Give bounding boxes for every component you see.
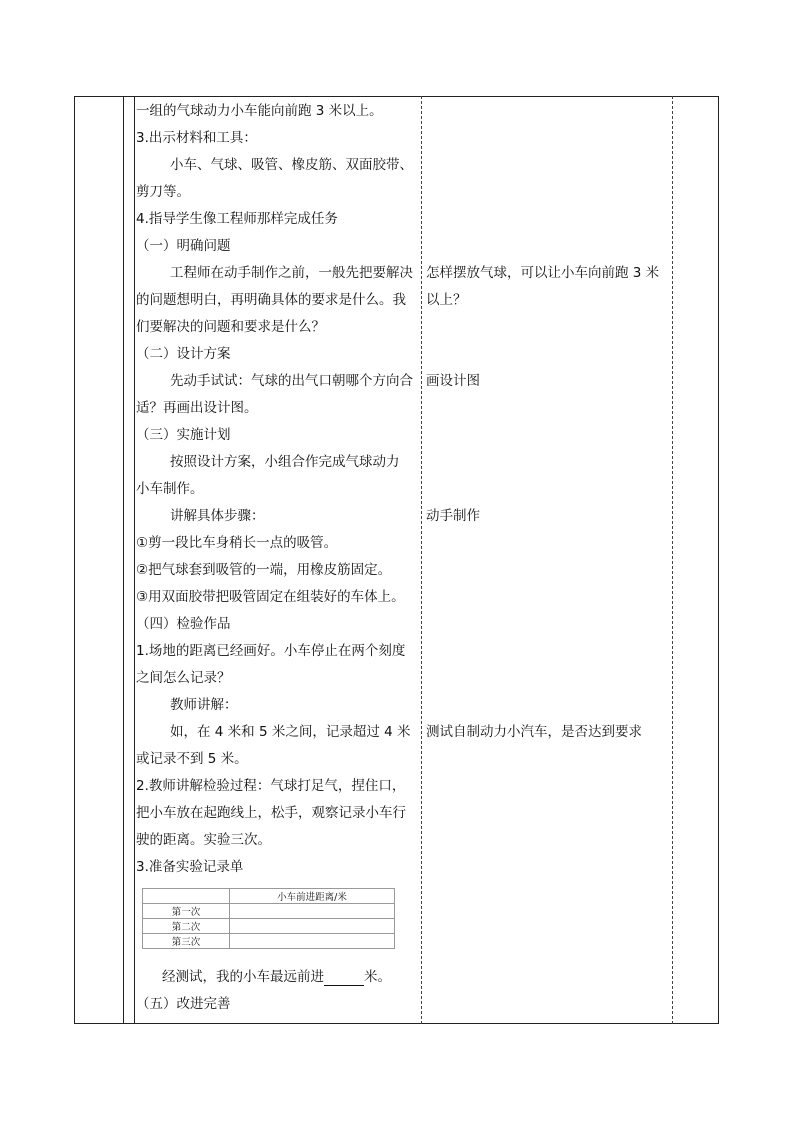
section-heading: （一）明确问题 [136,238,231,254]
record-cell [230,919,395,934]
table-header-cell [143,889,230,904]
column-divider-dashed [672,96,673,1024]
text-line: 适？再画出设计图。 [136,400,258,416]
experiment-record-table [142,888,395,949]
step-item: ②把气球套到吸管的一端，用橡皮筋固定。 [136,562,392,578]
text-line: 1.场地的距离已经画好。小车停止在两个刻度 [136,643,406,659]
text-line: 如，在 4 米和 5 米之间，记录超过 4 米 [170,724,411,740]
column-divider-dashed [421,96,422,1024]
activity-text: 怎样摆放气球，可以让小车向前跑 3 米 [426,265,660,281]
table-row [143,904,395,919]
column-divider [134,96,135,1024]
activity-text: 以上？ [426,292,467,308]
trial-label: 第二次 [143,919,230,934]
text-line: 工程师在动手制作之前，一般先把要解决 [170,265,413,281]
result-unit: 米。 [364,969,391,985]
text-line: 2.教师讲解检验过程：气球打足气，捏住口， [136,778,406,794]
text-line: 剪刀等。 [136,184,190,200]
step-item: ①剪一段比车身稍长一点的吸管。 [136,535,338,551]
text-line: 4.指导学生像工程师那样完成任务 [136,211,338,227]
table-header-cell: 小车前进距离/米 [230,889,395,904]
trial-label: 第三次 [143,934,230,949]
section-heading: （四）检验作品 [136,616,231,632]
lesson-table-frame [74,96,719,1024]
table-row [143,889,395,904]
text-line: 一组的气球动力小车能向前跑 3 米以上。 [136,103,383,119]
trial-label: 第一次 [143,904,230,919]
text-line: 之间怎么记录？ [136,670,231,686]
section-heading: （五）改进完善 [136,996,231,1012]
text-line: 们要解决的问题和要求是什么？ [136,319,325,335]
table-row [143,919,395,934]
text-line: 先动手试试：气球的出气口朝哪个方向合 [170,373,413,389]
section-heading: （三）实施计划 [136,427,231,443]
text-line: 3.出示材料和工具： [136,130,257,146]
text-line [136,968,391,986]
text-line: 教师讲解： [170,697,238,713]
activity-text: 测试自制动力小汽车，是否达到要求 [426,724,642,740]
text-line: 小车制作。 [136,481,204,497]
result-sentence: 经测试，我的小车最远前进 [162,969,324,985]
record-cell [230,934,395,949]
section-heading: （二）设计方案 [136,346,231,362]
text-line: 讲解具体步骤： [170,508,265,524]
text-line: 把小车放在起跑线上，松手，观察记录小车行 [136,805,406,821]
column-divider [123,96,124,1024]
text-line: 按照设计方案，小组合作完成气球动力 [170,454,400,470]
record-cell [230,904,395,919]
text-line: 驶的距离。实验三次。 [136,832,271,848]
activity-text: 动手制作 [426,508,480,524]
activity-text: 画设计图 [426,373,480,389]
table-row [143,934,395,949]
step-item: ③用双面胶带把吸管固定在组装好的车体上。 [136,589,405,605]
text-line: 3.准备实验记录单 [136,859,244,875]
text-line: 小车、气球、吸管、橡皮筋、双面胶带、 [170,157,413,173]
text-line: 的问题想明白，再明确具体的要求是什么。我 [136,292,406,308]
fill-in-blank [324,972,364,986]
text-line: 或记录不到 5 米。 [136,751,248,767]
